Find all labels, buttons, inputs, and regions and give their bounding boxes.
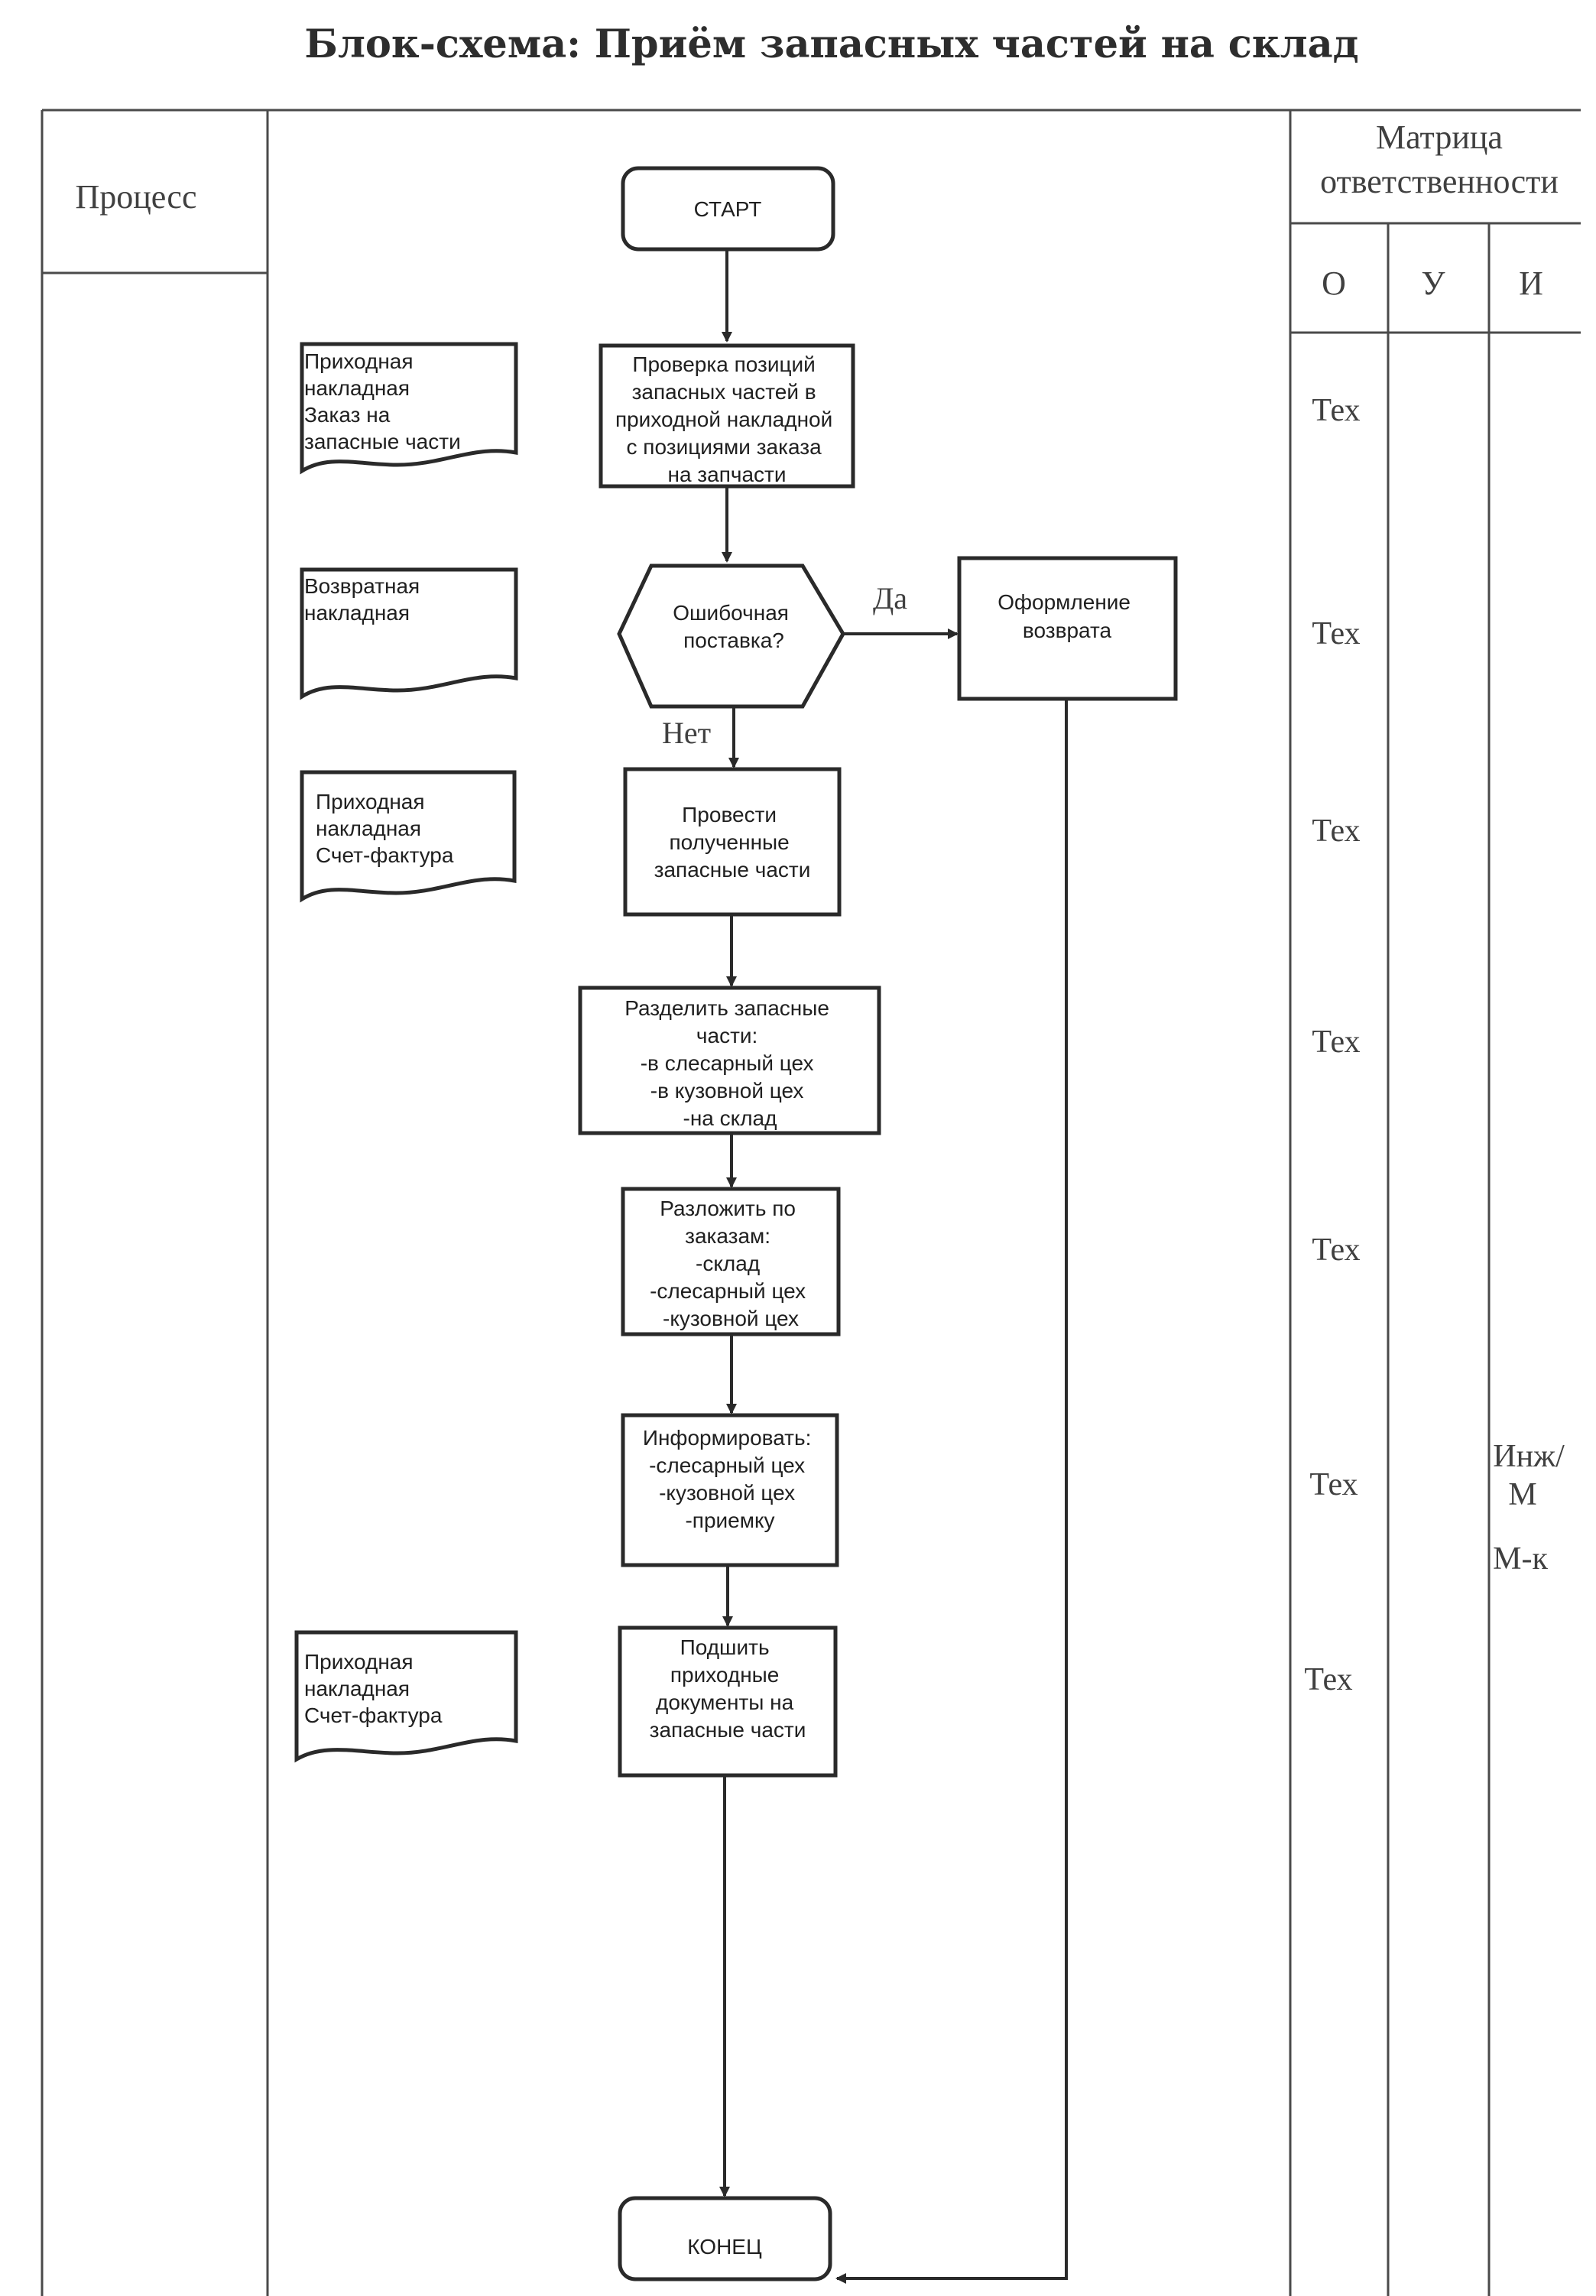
document-4-line: Приходная [304, 1650, 414, 1674]
post-line: полученные [669, 830, 790, 854]
inform-line: -слесарный цех [649, 1453, 806, 1477]
responsibility-o-cell: Тех [1304, 1662, 1353, 1697]
responsibility-i-cell: М [1508, 1477, 1537, 1512]
arrow-return-to-end [837, 699, 1066, 2278]
column-o-header: О [1322, 265, 1346, 302]
check-line: приходной накладной [615, 408, 833, 431]
post-line: запасные части [654, 858, 811, 882]
post-box [625, 769, 839, 914]
document-4-line: накладная [304, 1677, 410, 1700]
document-3-line: Счет-фактура [316, 843, 454, 867]
return-line: возврата [1022, 619, 1112, 642]
divide-line: части: [696, 1024, 758, 1047]
file-line: Подшить [680, 1635, 770, 1659]
check-line: Проверка позиций [632, 352, 816, 376]
sort-line: -склад [696, 1252, 761, 1275]
file-line: приходные [670, 1663, 780, 1687]
decision-line: поставка? [683, 628, 784, 652]
sort-line: заказам: [685, 1224, 771, 1248]
end-label: КОНЕЦ [687, 2235, 762, 2259]
divide-line: Разделить запасные [624, 996, 829, 1020]
responsibility-o-cell: Тех [1312, 814, 1361, 849]
responsibility-o-cell: Тех [1312, 1232, 1361, 1268]
document-2-line: накладная [304, 601, 410, 625]
responsibility-o-cell: Тех [1312, 616, 1361, 651]
return-line: Оформление [998, 590, 1131, 614]
matrix-header-line1: Матрица [1376, 119, 1503, 156]
return-box [959, 558, 1176, 699]
inform-line: -приемку [685, 1508, 775, 1532]
responsibility-i-cell: Инж/ [1493, 1439, 1565, 1474]
inform-line: Информировать: [642, 1426, 812, 1450]
responsibility-o-cell: Тех [1309, 1467, 1358, 1502]
decision-hexagon [619, 566, 843, 706]
check-line: запасных частей в [631, 380, 816, 404]
yes-label: Да [873, 581, 908, 615]
responsibility-column-i [1493, 1439, 1565, 1577]
divide-line: -в слесарный цех [640, 1051, 814, 1075]
responsibility-o-cell: Тех [1312, 1025, 1361, 1060]
responsibility-column-o [1304, 393, 1360, 1697]
document-1-line: запасные части [304, 430, 461, 453]
end-terminal [620, 2198, 830, 2279]
post-line: Провести [682, 803, 777, 826]
document-3 [302, 772, 514, 899]
document-4 [297, 1632, 516, 1759]
check-line: на запчасти [667, 463, 787, 486]
process-header: Процесс [75, 178, 197, 216]
decision-line: Ошибочная [673, 601, 789, 625]
inform-line: -кузовной цех [659, 1481, 796, 1505]
responsibility-i-cell: М-к [1493, 1541, 1548, 1577]
start-label: СТАРТ [693, 197, 762, 221]
sort-box [623, 1189, 839, 1334]
start-terminal [623, 168, 833, 249]
sort-line: -слесарный цех [650, 1279, 806, 1303]
document-1 [302, 344, 516, 471]
document-1-line: Заказ на [304, 403, 391, 427]
inform-box [623, 1415, 837, 1565]
document-1-line: Приходная [304, 349, 414, 373]
sort-line: -кузовной цех [663, 1307, 799, 1330]
document-1-line: накладная [304, 376, 410, 400]
matrix-header-line2: ответственности [1320, 163, 1559, 200]
sort-line: Разложить по [660, 1197, 796, 1220]
document-2-line: Возвратная [304, 574, 420, 598]
file-line: запасные части [649, 1718, 806, 1742]
file-line: документы на [656, 1690, 794, 1714]
no-label: Нет [662, 716, 712, 750]
divide-box [580, 988, 879, 1133]
responsibility-o-cell: Тех [1312, 393, 1361, 428]
page-title: Блок-схема: Приём запасных частей на склад [304, 21, 1359, 67]
document-4-line: Счет-фактура [304, 1703, 443, 1727]
document-3-line: Приходная [316, 790, 425, 814]
divide-line: -на склад [683, 1106, 777, 1130]
column-u-header: У [1421, 265, 1445, 302]
divide-line: -в кузовной цех [650, 1079, 804, 1103]
check-line: с позициями заказа [626, 435, 822, 459]
document-2 [302, 570, 516, 697]
document-3-line: накладная [316, 817, 422, 840]
column-i-header: И [1519, 265, 1543, 302]
file-box [620, 1628, 835, 1775]
check-box [601, 346, 853, 486]
